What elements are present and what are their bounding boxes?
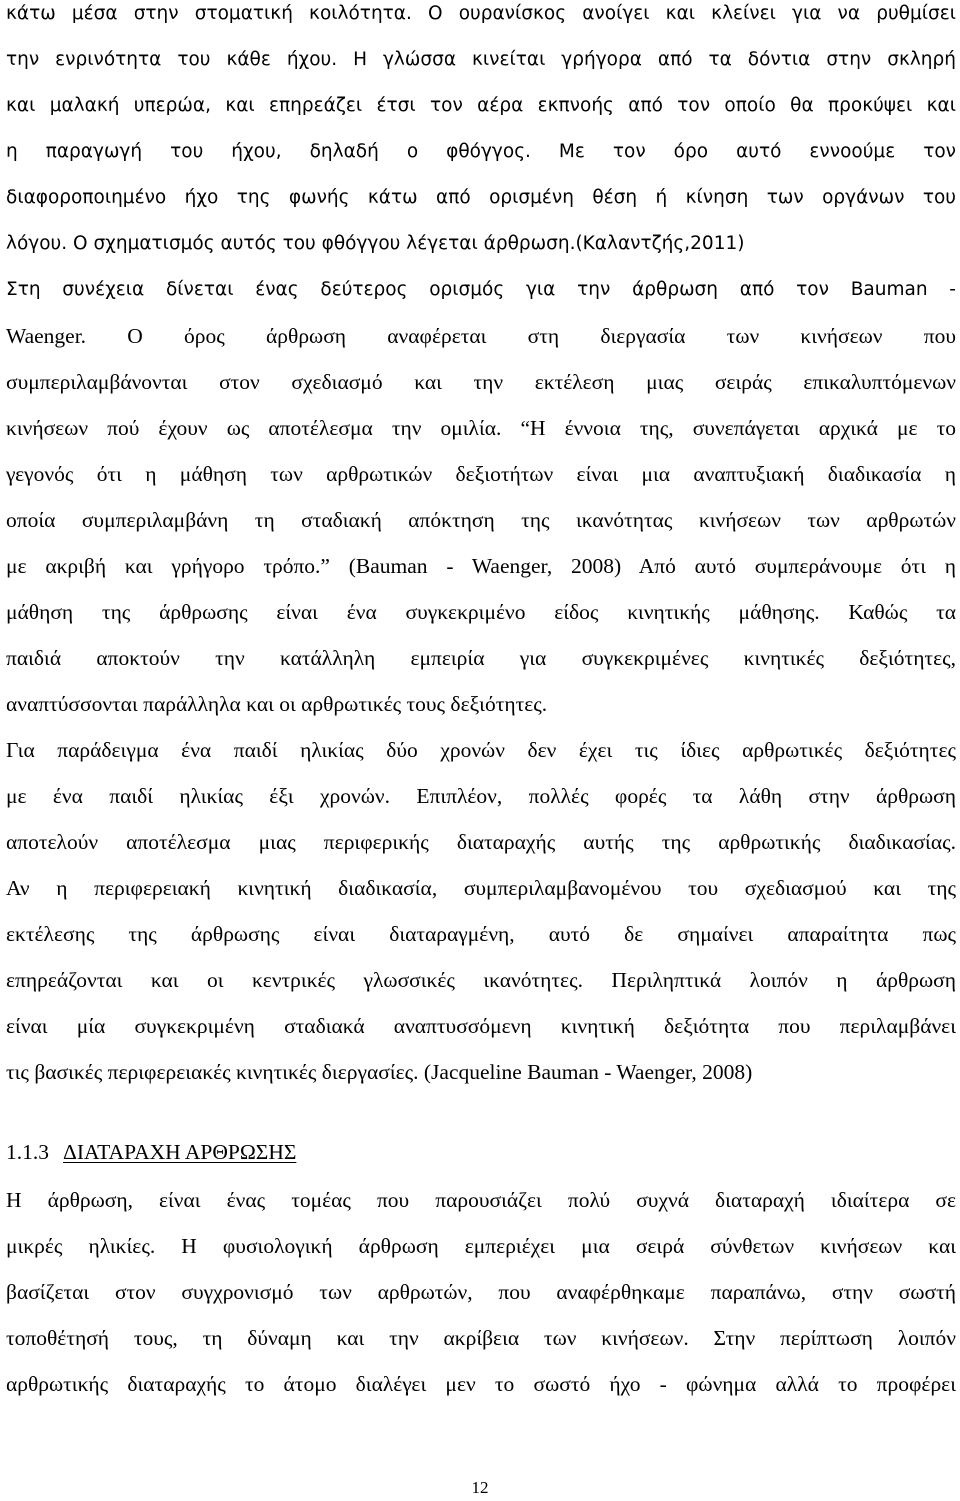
text-line: Για παράδειγμα ένα παιδί ηλικίας δύο χρονών δεν έχει τις ίδιες αρθρωτικές δεξιότητες	[6, 738, 956, 762]
section-number: 1.1.3	[6, 1140, 49, 1164]
text-line: κινήσεων πού έχουν ως αποτέλεσμα την ομιλία. “Η έννοια της, συνεπάγεται αρχικά με το	[6, 416, 956, 440]
section-heading	[6, 1132, 296, 1172]
text-line: λόγου. Ο σχηματισμός αυτός του φθόγγου λέγεται άρθρωση.(Καλαντζής,2011)	[6, 233, 745, 254]
text-line: Η άρθρωση, είναι ένας τομέας που παρουσιάζει πολύ συχνά διαταραχή ιδιαίτερα σε	[6, 1188, 956, 1212]
text-line: με ακριβή και γρήγορο τρόπο.” (Bauman - Waenger, 2008) Από αυτό συμπεράνουμε ότι η	[6, 554, 956, 578]
text-line: είναι μία συγκεκριμένη σταδιακά αναπτυσσόμενη κινητική δεξιότητα που περιλαμβάνει	[6, 1014, 956, 1038]
text-line: οποία συμπεριλαμβάνη τη σταδιακή απόκτηση της ικανότητας κινήσεων των αρθρωτών	[6, 508, 956, 532]
text-line: η παραγωγή του ήχου, δηλαδή ο φθόγγος. Με τον όρο αυτό εννοούμε τον	[6, 141, 956, 162]
text-line: παιδιά αποκτούν την κατάλληλη εμπειρία για συγκεκριμένες κινητικές δεξιότητες,	[6, 646, 956, 670]
text-line: μάθηση της άρθρωσης είναι ένα συγκεκριμένο είδος κινητικής μάθησης. Καθώς τα	[6, 600, 956, 624]
text-line: γεγονός ότι η μάθηση των αρθρωτικών δεξιοτήτων είναι μια αναπτυξιακή διαδικασία η	[6, 462, 956, 486]
text-line: Αν η περιφερειακή κινητική διαδικασία, συμπεριλαμβανομένου του σχεδιασμού και της	[6, 876, 956, 900]
text-line: τις βασικές περιφερειακές κινητικές διεργασίες. (Jacqueline Bauman - Waenger, 2008)	[6, 1060, 753, 1084]
text-line: και μαλακή υπερώα, και επηρεάζει έτσι τον αέρα εκπνοής από τον οποίο θα προκύψει και	[6, 95, 956, 116]
text-line: αναπτύσσονται παράλληλα και οι αρθρωτικές τους δεξιότητες.	[6, 692, 548, 716]
section-title: ΔΙΑΤΑΡΑΧΗ ΑΡΘΡΩΣΗΣ	[63, 1140, 297, 1164]
text-line: Στη συνέχεια δίνεται ένας δεύτερος ορισμός για την άρθρωση από τον Bauman -	[6, 279, 956, 300]
text-line: τοποθέτησή τους, τη δύναμη και την ακρίβεια των κινήσεων. Στην περίπτωση λοιπόν	[6, 1326, 956, 1350]
text-line: αρθρωτικής διαταραχής το άτομο διαλέγει μεν το σωστό ήχο - φώνημα αλλά το προφέρει	[6, 1372, 956, 1396]
text-line: αποτελούν αποτέλεσμα μιας περιφερικής διαταραχής αυτής της αρθρωτικής διαδικασίας.	[6, 830, 956, 854]
text-line: Waenger. Ο όρος άρθρωση αναφέρεται στη διεργασία των κινήσεων που	[6, 324, 956, 348]
text-line: βασίζεται στον συγχρονισμό των αρθρωτών, που αναφέρθηκαμε παραπάνω, στην σωστή	[6, 1280, 956, 1304]
text-line: συμπεριλαμβάνονται στον σχεδιασμό και την εκτέλεση μιας σειράς επικαλυπτόμενων	[6, 370, 956, 394]
text-line: επηρεάζονται και οι κεντρικές γλωσσικές ικανότητες. Περιληπτικά λοιπόν η άρθρωση	[6, 968, 956, 992]
text-line: κάτω μέσα στην στοματική κοιλότητα. Ο ουρανίσκος ανοίγει και κλείνει για να ρυθμίσει	[6, 3, 956, 24]
text-line: με ένα παιδί ηλικίας έξι χρονών. Επιπλέον, πολλές φορές τα λάθη στην άρθρωση	[6, 784, 956, 808]
page-number: 12	[471, 1478, 489, 1497]
text-line: μικρές ηλικίες. Η φυσιολογική άρθρωση εμπεριέχει μια σειρά σύνθετων κινήσεων και	[6, 1234, 956, 1258]
text-line: διαφοροποιημένο ήχο της φωνής κάτω από ορισμένη θέση ή κίνηση των οργάνων του	[6, 187, 956, 208]
text-line: την ενρινότητα του κάθε ήχου. Η γλώσσα κινείται γρήγορα από τα δόντια στην σκληρή	[6, 49, 956, 70]
text-line: εκτέλεσης της άρθρωσης είναι διαταραγμένη, αυτό δε σημαίνει απαραίτητα πως	[6, 922, 956, 946]
